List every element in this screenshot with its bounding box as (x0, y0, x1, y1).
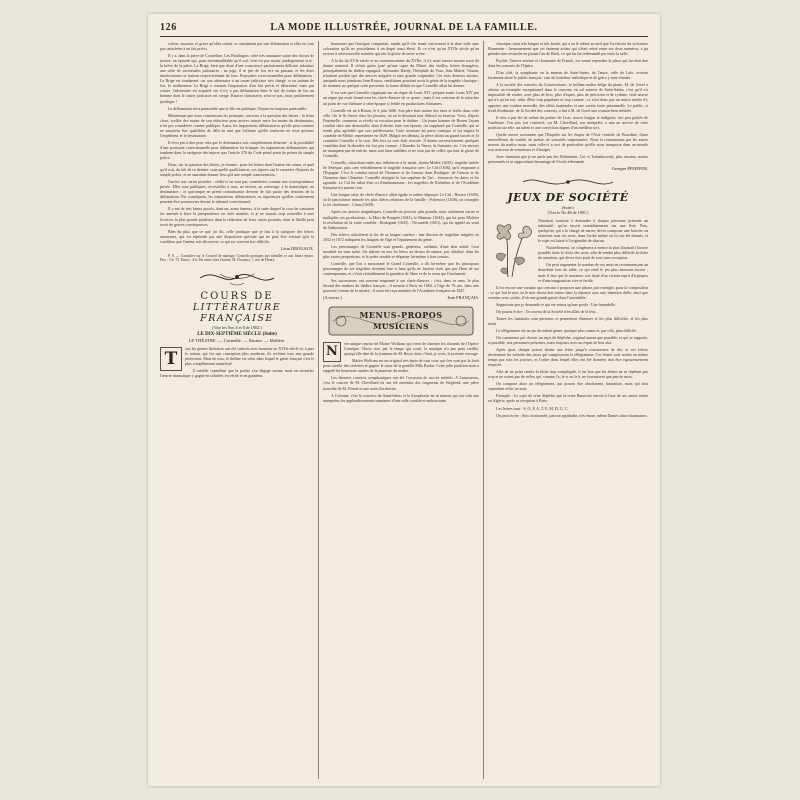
paragraph: Après quoi, chaque joueur donne une lettre jusqu'à concurrence de dix, et ces lettres deviennent les initiales des mots qui composeront le télégramme. Ces lettres sont notées en même temps par tous les joueurs, et l'ordre dans lequel elles ont été données doit être rigoureusement respecté. (488, 347, 648, 368)
paragraph: classique, mais très longue et très froide, qui a eu le même accueil que l'orchestre du violoniste Burmester : heureusement que cet éminent artiste qui s'était retiré entre ses deux numéros, a pu prendre une revanche en jouant l'air de Bach, ce qui lui fut redemandé par toute la salle. (488, 41, 648, 57)
paragraph: A la société des concerts du Conservatoire, le brillant maître belge du piano, M. de Greef a obtenu un triomphe exceptionnel dans le concerto en sol mineur de Saint-Saëns, c'est qu'il est impossible de rendre, avec plus de brio, plus d'esprit, plus de précision et de rythme, cette œuvre qui n'a qu'un tort, celui d'être trop populaire et trop connue ; ce n'est donc pas un mince mérite d'y apporter une couleur nouvelle, des effets inattendus et une saveur toute personnelle. Le public, si froid d'ordinaire, de la Société des concerts, a fait à M. de Greef une ovation bien méritée. (488, 82, 648, 113)
paragraph: On peut écrire : Suis ovationnée, partout applaudie, très émue, même Dames ultra-charmantes. (496, 412, 648, 418)
postscript: P. S. — Consulter sur le Conseil de mariage. Conseils pratiques aux familles et aux futurs époux. Prix : 3 fr. 75. Envoi : 4 fr. En vente chez l'auteur, M. Drouaux, 7, rue de Fleury. (160, 253, 314, 263)
paragraph: Corneille est né à Rouen, le 6 juin 1606. Son père était maître des eaux et forêts dans cette ville. On le fit élever chez les jésuites, où on le destinait tout d'abord au barreau. Voici, d'après Fontenelle, comment se révéla sa vocation pour le théâtre : Un jeune homme de Rouen l'ayant conduit chez une demoiselle, dont il devint faire son épouse, fut supplanté par Corneille, qui se rendit plus agréable que son prédécesseur. Cette aventure lui parut comique et lui inspira la comédie de Mélite, représentée en 1629. Malgré ses défauts, la pièce obtint un grand succès et fit connaître Corneille à la cour. Dès lors sa voie était trouvée. Il donna successivement quelques comédies dont la dernière est fort peu connue : Clitandre, la Veuve, la Suivante, etc. Ces œuvres ne manquent pas de mérite, mais sont bien oubliées et ne sont pas de celles qui font la gloire de Corneille. (323, 107, 479, 158)
journal-title: LA MODE ILLUSTRÉE, JOURNAL DE LA FAMILLE. (270, 22, 538, 33)
paragraph: Après ces œuvres magnifiques, Corneille ne pouvait plus grandir, mais seulement varier et multiplier ses productions : la Mort de Pompée (1643), le Menteur (1644), qui fut pour Molière la révélation de la vraie comédie ; Rodogune (1645) ; Nicomède (1651), qui fut appelé au seuil de l'admiration. (323, 209, 479, 230)
paragraph: Il n'est pas à dire pour cela que le destinataire soit complètement désarmé : si la possibilité d'une poursuite correctionnelle pour diffamation lui échappe, les imputations diffamatoires qui tombent dans la catégorie des injures que l'article 376 du Code pénal punit de peines de simple police. (160, 139, 314, 160)
paragraph: A la fin du XVIe siècle et au commencement du XVIIe, il n'y avait encore aucune trace de drame national. Il n'était guère joué qu'une copie du Miroir des vieilles lettres étrangères, principalement du théâtre espagnol. Alexandre Hardy, Théophile de Viau, Jean Mairet, Tristan, n'avaient produit que des œuvres inégales et sans grande originalité. Ces trois derniers auteurs, auxquels nous joindrons Jean Rotrou, semblaient pourtant avoir le génie de la tragédie classique ; ils tiennent un quelque sorte pressentir la forme définitive que Corneille allait lui donner. (323, 58, 479, 89)
paragraph: Il n'en a pas été de même du poème de Liszt, œuvre longue et indigeste, fort peu goûtée de l'auditoire. J'en suis fort contrarié, car M. Chevillard, son interprète, a mis au service de cette partition un zèle, un talent et une conviction dignes d'un meilleur sort. (488, 114, 648, 130)
paragraph: On commence par choisir un sujet de dépêche, original autant que possible, et qui se rapporte, si possible, aux personnes présentes, mais toujours avec un esprit de bon aloi. (488, 334, 648, 346)
to-be-continued: (A suivre.) (323, 295, 342, 301)
paragraph: ous les genres littéraires ont été cultivés avec honneur au XVIIe siècle et, à part le roman, qui fut une conception plus moderne, ils revêtent tous une grande perfection. Mais de tous, le théâtre est celui dans lequel le génie français s'est le plus complètement manifesté. (185, 345, 314, 366)
banner-line1: MENUS-PROPOS (359, 310, 443, 321)
paragraph: Naturellement, on s'ingéniera à mettre la plus (faudrait) bizarre possible dans le choix des mots, afin de rendre plus difficile la tâche du narrateur, qui devra tirer parti de tous sans exception. (538, 245, 648, 261)
section-note: (Voir les Nos 4 et 8 de 1902.) (212, 324, 262, 330)
paragraph: Afin de ne point rendre la tâche trop compliquée, il est bon que les lettres ne se répètent pas trop et ne soient pas de celles qui, comme l'x, le w ou le k, ne fournissent que peu de mots. (488, 369, 648, 380)
column-divider (318, 41, 319, 779)
paragraph: Le télégramme est un jeu du même genre, quoique plus connu et, par cela, plus difficile. (496, 327, 638, 333)
paragraph: Ses successeurs ont souvent emprunté à ses chefs-d'œuvre ; c'est, dans ce sens, le plus fécond des maîtres du théâtre français ; il mourut à Paris en 1684, à l'âge de 78 ans, dans une pauvreté voisine de la misère ; il avait été reçu membre de l'Académie française en 1647. (323, 278, 479, 294)
section-title-line1: COURS DE (200, 290, 274, 302)
ornament-divider (488, 174, 648, 188)
author-signature: Georges PFEIFFER. (611, 166, 648, 172)
paragraph: Maître Wolfram est un original très épris de tous ceux qui s'en vont par la forêt pour cueillir des violettes et gagner le cœur de la gentille Mlle Burlas. Cette jolie partition nous a rappelé les heureuses années de la jeunesse du maître. (323, 358, 479, 374)
paragraph: Les derniers concerts symphoniques ont été l'occasion de succès mérités. A Lamoureux, c'est le concert de M. Chevillard où ont été entendus des fragments de Siegfried, une pièce nouvelle de M. Pierné et une suite d'orchestre. (323, 375, 479, 391)
paragraph: On pourra écrire : Un oiseau de la Société n'en allait de la leur... (496, 308, 599, 314)
paragraph: Il est vrai que Corneille s'appuyait sur un règne de Louis XIV, préparé avant Louis XIV par un règne qui avait donné tous les chefs-d'œuvre de ce genre ; mais il est convenu de le rattacher au point de vue littéraire à cette époque si fertile en productions éclatantes. (323, 90, 479, 106)
section-title-line2: LITTÉRATURE FRANÇAISE (192, 301, 282, 324)
magazine-page (148, 14, 660, 786)
section-subtitle: LE DIX-SEPTIÈME SIÈCLE (Suite) (197, 331, 277, 337)
paragraph: La diffamation n'est punissable que si elle est publique, l'injure est toujours punissable. (168, 105, 308, 111)
paragraph: Bien du plus que ce que j'ai dit, celle juridique que je fais à la catégorie des lettres anonymes, qui est réprimée par une disposition spéciale qui ne peut être retenue qu'à la condition que l'auteur soit découvert, ce qui est souvent fort difficile. (160, 228, 314, 244)
paragraph: On peut augmenter le nombre de ces mots en recommençant un deuxième tour de table, ce qui rend le jeu plus amusant encore ; mais il faut que le narrateur soit doué d'un certain esprit d'à-propos et d'une imagination vive et fertile. (538, 262, 648, 283)
paragraph: Des échecs attristèrent la fin de sa longue carrière ; une illusion de tragédies inégales en 1652 et 1672 indiquent les fatigues de l'âge et l'épuisement du génie. (323, 231, 479, 242)
paragraph: On compose alors un télégramme, qui pourra être absolument fantaisiste, mais qui doit cependant offrir un sens. (488, 381, 648, 392)
header-rule (160, 36, 648, 37)
flower-illustration (488, 219, 534, 277)
paragraph: Les lettres sont : S, O, P, A, T, E, M, D, U, C. (496, 405, 569, 411)
column-2 (323, 41, 479, 781)
paragraph: Narration consiste à demander à chaque personne présente un substantif, qu'on inscrit immédiatement sur une liste. Puis, quelqu'un, qui a la charge de narrer, devra composer une histoire où entreront tous ces mots, dans l'ordre même où ils ont été donnés, et le sujet est laissé à l'originalité de chacun. (538, 218, 648, 244)
paragraph: Corneille, que l'on a surnommé le Grand Corneille, a dit lui-même que les principaux personnages de ses tragédies devaient être si haut qu'ils ne fussent visés que par l'âme de ses contemporains, et c'était véritablement la grandeur de l'âme et de la vertu qui l'enchantait. (323, 260, 479, 276)
section-title-jeux: JEUX DE SOCIÉTÉ (507, 191, 629, 205)
page-header (160, 20, 648, 36)
drop-cap: T (160, 347, 182, 371)
paragraph: A Colonne, c'est le concerto de Saint-Saëns et la Symphonie en ut mineur qui ont valu aux interprètes les applaudissements unanimes d'une salle comble et enthousiaste. (323, 392, 479, 403)
paragraph: D'un côté, la symphonie en la mineur de Saint-Saëns, de l'autre, celle de Lalo, avaient fortement attiré le public français : tant de fraîcheur mélodique et de grâce y sont réunies. (488, 70, 648, 81)
drop-cap: N (323, 342, 341, 362)
paragraph: Exemple : Le sujet de cette dépêche que la reine Ranavalo envoie à l'une de ses amies restée en Algérie, après sa réception à Paris. (488, 393, 648, 404)
paragraph: Psyché, l'œuvre sereine et charmante de Franck, est venue reprendre la place qui lui était due dans les concerts de l'Opéra. (488, 58, 648, 69)
signature-line (323, 295, 479, 300)
paragraph: Toutes les fantaisies sont permises et permettent d'amuser et les plus difficiles, et les plus rusés. (488, 315, 648, 326)
menus-propos-banner (323, 304, 479, 338)
paragraph: Quelle œuvre ravissante que l'Enquête sur les étapes de l'Asie centrale de Borodine, d'une merveilleuse de variété, de poésie, de sonorités surprenantes. Nous la connaissions par les autres œuvres du maître russe, mais celle-ci a ceci de particulier qu'elle nous transporte dans un monde tout nouveau de sensations et d'images. (488, 131, 648, 152)
column-3 (488, 41, 648, 781)
paragraph: Une longue série de chefs-d'œuvre allait égaler et même dépasser Le Cid : Horace (1639), où le patriotisme immole les plus chères relations de la famille ; Polyeucte (1640), où triomphe la foi chrétienne ; Cinna (1639). (323, 192, 479, 208)
paragraph: Il y a, dans la pièce de Courteline, Les Boulingrin, cette très amusante satire des choses de justice, un épisode qui, pour invraisemblable qu'il soit, n'en est pas moins juridiquement vrai : la brève de la pièce, La Brige, bien que doué d'une conscience parfaitement délicate, substitue une série de succursales judiciaires : au juge, il se prit de fou rire au passant, et les deux interlocuteurs se traitent respectivement de fous. Poursuites correctionnelles pour diffamation : La Brige est condamné, car son adversaire a un casier judiciaire très chargé, et en traitant de fou, le malheureux La Brige a commis l'imputation d'un fait précis et déterminé, mais par contre, l'adversaire est acquitté car il n'y a pas diffamation dans le fait de traiter de fou un homme dont le casier judiciaire est vierge. Bizarre chinoiserie, n'est-ce pas, mais parfaitement juridique ! (160, 53, 314, 104)
ornament-divider (160, 266, 314, 288)
paragraph: Les personnages de Corneille sont grands, généreux, vaillants, d'une âme noble. Leur moralité est sans tache. On admire en eux les héros au-dessus de nature, pur, idéalisé, dans les plus vastes proportions, et le poète semble se dépasser lui-même à leur contact. (323, 243, 479, 259)
banner-line2: MUSICIENS (373, 322, 429, 332)
paragraph: voleur, assassin, et grave qu'elles soient, se constituent par une diffamation si elles ne sont pas rattachées à un fait précis. (160, 41, 314, 52)
section-subtitle-theatre: LE THÉATRE. — Corneille. — Racine. — Molière. (188, 337, 286, 343)
paragraph: ver unique reprise de Mattre Wolfram qui vient de charmer les abonnés de l'Opéra-Comique. Chose rare, par le temps qui court, la musique n'a pas paru vieillie, quoiqu'elle date de la jeunesse de M. Reyer dont c'était, je crois, le premier ouvrage. (344, 341, 479, 357)
paragraph: Il y eut de très beaux procès, dont un, assez fameux, à la suite duquel la cour de cassation fut amenée à fixer la jurisprudence en cette matière, et je ne saurais trop conseiller à mes lectrices la plus grande prudence dans la rédaction de leurs cartes postales, dont le libellé peut avoir de graves conséquences. (160, 206, 314, 227)
paragraph: Avec intention que je ne parle pas des Rubinstein, Cui et Tschaïkowsky, plus anciens, moins personnels et se rapprochant davantage de l'école allemande. (488, 153, 648, 164)
paragraph: Corneille, s'attachant enfin aux influences à la mode, donna Médée (1635), tragédie imitée de Sénèque, puis crée véritablement la tragédie française avec Le Cid (1636), qu'il emprunte à l'Espagne. C'est le combat moral de l'honneur et de l'amour dans Rodrigue, de l'amour et de l'honneur dans Chimène. Corneille atteignit le but suprême de l'art : émouvoir les âmes et les agrandir. Le Cid fut salué d'un cri d'enthousiasme ; les tragédies de Richelieu et de l'Académie française n'y purent rien. (323, 160, 479, 191)
column-1 (160, 41, 314, 781)
paragraph: Il semble cependant que la poésie s'en dégage moins, mais en revanche l'œuvre dramatique y gagne en sobriété, en vérité et en grandeur. (160, 367, 314, 378)
author-signature: Jean FRANÇAIS. (447, 295, 479, 301)
paragraph: Supposons que je demande ce qui est mieux qu'une poule : Une hirondelle. (496, 301, 616, 307)
page-number: 126 (160, 22, 177, 33)
paragraph: Donc, sur la question des lettres, je résume : pour les lettres dont l'auteur est connu, et quel qu'il soit, du fait de ce dernier, sous quelle qualification, ces injures ont le caractère d'injures de simple police, et ne sauraient donner lieu qu'à une simple contravention. (160, 162, 314, 178)
paragraph: Il est encore une variante qui consiste à proposer une phrase, par exemple, pour la composition : ce qui fait le mot ou le mot choisi doit entrer dans la réponse avec une intention drôle, ainsi que certains sens cachés, d'où une grande gaieté dans l'assemblée. (488, 284, 648, 300)
author-signature: Léon DROUAUX. (280, 245, 314, 251)
column-divider (483, 41, 484, 779)
paragraph: heureuses que l'intrigue comportait, tandis qu'il s'en tenait strictement à la dose utile sans coloration qu'ils ne possédaient à un degré aussi élevé. Et ce n'est qu'au XVIIe siècle qu'on revient à cette nouvelle manière qui fait la gloire de notre scène. (323, 41, 479, 57)
section-note: (Suite.) (Voir le No 48 de 1901.) (547, 205, 589, 216)
paragraph: Maintenant que nous connaissons les principes, arrivons à la question des lettres : la lettre close, scellée des mains de son rédacteur pour arriver intacte entre les mains du destinataire, n'est pas considérée comme publique. Aussi, les imputations diffamatoires qu'elle peut contenir ne sauraient être qualifiées de délit en tant que l'offense qu'elle renferme ne reste qu'entre l'expéditeur et le destinataire. (160, 112, 314, 138)
paragraph: J'arrive aux cartes postales : celles-ci ne sont pas considérées comme une correspondance privée. Elles sont publiques, accessibles à tous, au facteur, au concierge, à la domestique, au destinataire ; et quiconque en prend connaissance devient de fait partie des témoins de la diffamation. Par conséquent, les imputations diffamatoires ou injurieuses qu'elles contiennent peuvent être poursuivies devant le tribunal correctionnel. (160, 179, 314, 205)
